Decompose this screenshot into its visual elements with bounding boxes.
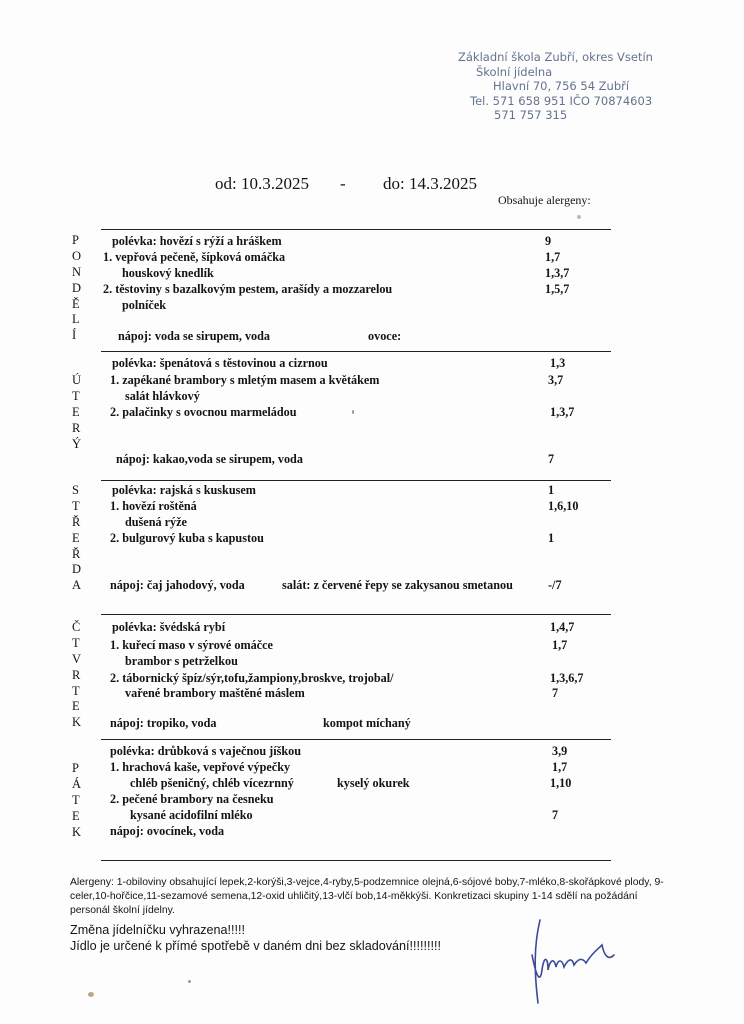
stamp-line: Školní jídelna [476, 64, 553, 79]
stamp-line: Hlavní 70, 756 54 Zubří [493, 79, 630, 93]
allergens-header: Obsahuje alergeny: [498, 193, 591, 207]
menu-line: polévka: drůbková s vaječnou jíškou [110, 744, 301, 758]
menu-line: nápoj: voda se sirupem, voda [118, 329, 271, 343]
menu-line: polévka: hovězí s rýží a hráškem [112, 234, 282, 248]
speck [88, 992, 94, 997]
notice-change: Změna jídelníčku vyhrazena!!!!! [70, 923, 245, 937]
day-wednesday: S T Ř E Ř D A [72, 483, 82, 593]
day-monday: P O N D Ě L Í [72, 233, 82, 343]
menu-line: kompot míchaný [323, 716, 411, 730]
date-to: do: 14.3.2025 [383, 174, 477, 193]
day-friday: P Á T E K [72, 761, 82, 839]
allergen-value: -/7 [548, 578, 562, 592]
day-thursday: Č T V R T E K [72, 620, 82, 730]
allergen-value: 7 [548, 452, 555, 466]
allergen-value: 7 [552, 808, 559, 822]
allergen-value: 3,7 [548, 373, 564, 387]
menu-line: 1. vepřová pečeně, šípková omáčka [103, 250, 286, 264]
allergen-legend: Alergeny: 1-obiloviny obsahující lepek,2-korýši,3-vejce,4-ryby,5-podzemnice olejná,6-sójové boby,7-mléko,8-skořápkové plody, 9-celer,10-hořčice,11-sezamové semena,12-oxid uhličitý,13-vlčí bob,14-měkkýši. Konkretizaci skupiny 1-14 sdělí na požádání personál školní jídelny. [70, 877, 664, 916]
stamp-line: Základní škola Zubří, okres Vsetín [458, 50, 653, 64]
menu-line: ovoce: [368, 329, 402, 343]
menu-line: nápoj: kakao,voda se sirupem, voda [116, 452, 303, 466]
day-tuesday: Ú T E R Ý [72, 373, 82, 451]
menu-line: kyselý okurek [337, 776, 410, 790]
allergen-value: 1,6,10 [548, 499, 579, 513]
allergen-value: 1,7 [552, 638, 568, 652]
divider [101, 480, 611, 481]
menu-line: nápoj: čaj jahodový, voda [110, 578, 245, 592]
allergen-value: 1 [548, 531, 555, 545]
menu-line: brambor s petrželkou [125, 654, 238, 668]
menu-line: vařené brambory maštěné máslem [125, 686, 305, 700]
menu-line: polníček [122, 298, 167, 312]
allergen-value: 1,3,7 [545, 266, 570, 280]
menu-line: dušená rýže [125, 515, 187, 529]
allergen-value: 1,5,7 [545, 282, 570, 296]
speck [352, 410, 354, 414]
menu-line: polévka: švédská rybí [112, 620, 226, 634]
allergen-value: 1,10 [550, 776, 572, 790]
menu-line: 1. hrachová kaše, vepřové výpečky [110, 760, 291, 774]
divider [101, 351, 611, 352]
menu-line: chléb pšeničný, chléb vícezrnný [130, 776, 294, 790]
speck [577, 215, 581, 219]
signature [526, 915, 636, 1010]
menu-line: 1. kuřecí maso v sýrové omáčce [110, 638, 273, 652]
menu-line: 2. pečené brambory na česneku [110, 792, 274, 806]
allergen-value: 1,3,6,7 [550, 671, 584, 685]
menu-line: 2. těstoviny s bazalkovým pestem, arašídy a mozzarelou [103, 282, 393, 296]
menu-line: salát: z červené řepy se zakysanou smetanou [282, 578, 513, 592]
menu-line: polévka: špenátová s těstovinou a cizrnou [112, 356, 328, 370]
menu-line: nápoj: ovocínek, voda [110, 824, 225, 838]
menu-line: 2. palačinky s ovocnou marmeládou [110, 405, 297, 419]
allergen-value: 9 [545, 234, 552, 248]
date-dash: - [340, 174, 346, 193]
allergen-value: 1,3 [550, 356, 566, 370]
menu-line: houskový knedlík [122, 266, 214, 280]
allergen-value: 1,4,7 [550, 620, 575, 634]
menu-line: 1. zapékané brambory s mletým masem a květákem [110, 373, 380, 387]
menu-line: salát hlávkový [125, 389, 200, 403]
school-stamp [458, 50, 666, 123]
menu-line: kysané acidofilní mléko [130, 808, 253, 822]
allergen-value: 1 [548, 483, 555, 497]
menu-line: 1. hovězí roštěná [110, 499, 197, 513]
menu-line: nápoj: tropiko, voda [110, 716, 217, 730]
speck [188, 980, 191, 983]
notice-consumption: Jídlo je určené k přímé spotřebě v daném dni bez skladování!!!!!!!!! [70, 939, 442, 953]
divider [101, 860, 611, 861]
divider [101, 614, 611, 615]
divider [101, 229, 611, 230]
menu-line: 2. tábornický špíz/sýr,tofu,žampiony,broskve, trojobal/ [110, 671, 394, 685]
allergen-value: 1,7 [552, 760, 568, 774]
allergen-value: 7 [552, 686, 559, 700]
stamp-line: 571 757 315 [494, 108, 568, 122]
allergen-value: 3,9 [552, 744, 568, 758]
menu-line: 2. bulgurový kuba s kapustou [110, 531, 264, 545]
menu-line: polévka: rajská s kuskusem [112, 483, 256, 497]
allergen-value: 1,3,7 [550, 405, 575, 419]
divider [101, 739, 611, 740]
date-from: od: 10.3.2025 [215, 174, 309, 193]
stamp-line: Tel. 571 658 951 IČO 70874603 [470, 93, 653, 108]
allergen-value: 1,7 [545, 250, 561, 264]
